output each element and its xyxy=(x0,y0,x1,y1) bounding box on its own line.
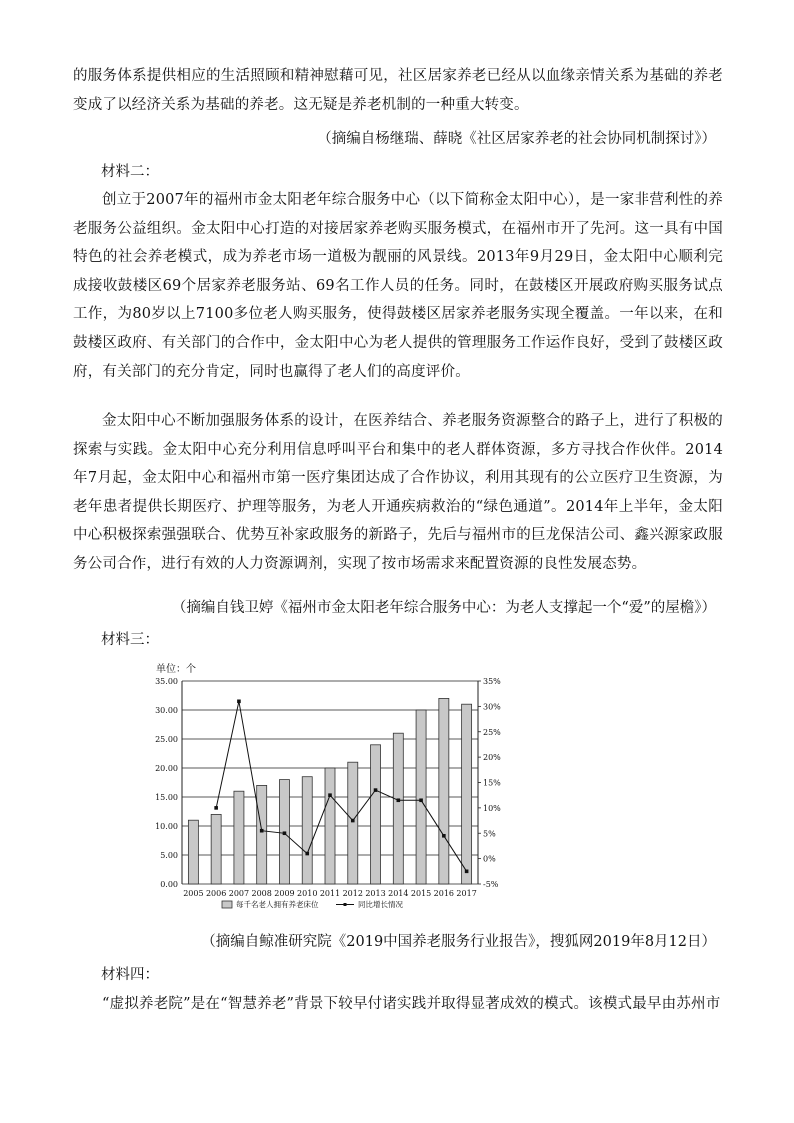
chart-bar xyxy=(371,745,381,884)
left-axis-tick-label: 35.00 xyxy=(155,677,178,686)
material-3-heading: 材料三： xyxy=(101,632,159,648)
growth-point xyxy=(260,829,264,833)
chart-bar xyxy=(462,704,472,884)
right-axis-tick-label: 15% xyxy=(483,778,501,788)
chart-svg xyxy=(140,659,510,921)
x-axis-tick-label: 2006 xyxy=(205,889,227,898)
right-axis-tick-label: 0% xyxy=(483,854,496,864)
material-4-heading: 材料四： xyxy=(101,967,159,983)
source-citation-2: （摘编自钱卫婷《福州市金太阳老年综合服务中心：为老人支撑起一个“爱”的屋檐》） xyxy=(171,600,716,616)
chart-bar xyxy=(257,785,267,884)
intro-paragraph: 的服务体系提供相应的生活照顾和精神慰藉可见，社区居家养老已经从以血缘亲情关系为基础的养老变成了以经济关系为基础的养老。这无疑是养老机制的一种重大转变。 xyxy=(73,68,723,113)
growth-point xyxy=(442,834,446,838)
growth-point xyxy=(397,798,401,802)
right-axis-tick-label: 20% xyxy=(483,753,501,763)
right-axis-tick-label: 35% xyxy=(483,677,501,686)
growth-point xyxy=(214,806,218,810)
left-axis-tick-label: 25.00 xyxy=(155,735,178,744)
x-axis-tick-label: 2014 xyxy=(388,889,409,898)
chart-bar xyxy=(302,777,312,884)
x-axis-tick-label: 2008 xyxy=(251,889,272,898)
x-axis-tick-label: 2005 xyxy=(183,889,204,898)
chart-bar xyxy=(439,698,449,884)
legend-line-label: 同比增长情况 xyxy=(358,900,403,909)
right-axis-tick-label: -5% xyxy=(483,880,499,889)
growth-point xyxy=(237,700,241,704)
growth-point xyxy=(419,798,423,802)
right-axis-tick-label: 10% xyxy=(483,803,501,813)
chart-bar xyxy=(393,733,403,884)
legend-line-marker xyxy=(344,903,347,906)
left-axis-tick-label: 30.00 xyxy=(155,706,178,715)
right-axis-tick-label: 5% xyxy=(483,829,496,839)
chart-bar xyxy=(416,710,426,884)
chart-unit-label: 单位：个 xyxy=(156,664,196,675)
right-axis-tick-label: 30% xyxy=(483,702,501,712)
x-axis-tick-label: 2011 xyxy=(319,889,341,898)
left-axis-tick-label: 20.00 xyxy=(155,764,178,773)
growth-line xyxy=(216,701,466,871)
right-axis-tick-label: 25% xyxy=(483,727,501,737)
source-citation-3: （摘编自鲸准研究院《2019中国养老服务行业报告》，搜狐网2019年8月12日） xyxy=(201,934,716,950)
x-axis-tick-label: 2016 xyxy=(433,889,455,898)
left-axis-tick-label: 10.00 xyxy=(155,822,178,831)
x-axis-tick-label: 2015 xyxy=(410,889,432,898)
material-2-paragraph-2: 金太阳中心不断加强服务体系的设计，在医养结合、养老服务资源整合的路子上，进行了积极的探索与实践。金太阳中心充分利用信息呼叫平台和集中的老人群体资源，多方寻找合作伙伴。2014年7月起，金太阳中心和福州市第一医疗集团达成了合作协议，利用其现有的公立医疗卫生资源，为老年患者提供长期医疗、护理等服务，为老人开通疾病救治的“绿色通道”。2014年上半年，金太阳中心积极探索强强联合、优势互补家政服务的新路子，先后与福州市的巨龙保洁公司、鑫兴源家政服务公司合作，进行有效的人力资源调剂，实现了按市场需求来配置资源的良性发展态势。 xyxy=(73,413,723,572)
bed-count-chart xyxy=(140,659,510,921)
material-2-heading: 材料二： xyxy=(101,164,159,180)
growth-point xyxy=(374,788,378,792)
growth-point xyxy=(351,819,355,823)
growth-point xyxy=(328,793,332,797)
x-axis-tick-label: 2009 xyxy=(274,889,295,898)
growth-point xyxy=(283,831,287,835)
chart-bar xyxy=(211,814,221,884)
x-axis-tick-label: 2013 xyxy=(365,889,386,898)
chart-bar xyxy=(188,820,198,884)
left-axis-tick-label: 0.00 xyxy=(160,880,178,889)
left-axis-tick-label: 5.00 xyxy=(160,851,178,860)
x-axis-tick-label: 2012 xyxy=(342,889,363,898)
source-citation-1: （摘编自杨继瑞、薛晓《社区居家养老的社会协同机制探讨》） xyxy=(317,131,716,147)
growth-point xyxy=(465,870,469,874)
legend-bar-swatch xyxy=(222,901,232,908)
legend-bar-label: 每千名老人拥有养老床位 xyxy=(236,900,319,909)
material-4-paragraph-1: “虚拟养老院”是在“智慧养老”背景下较早付诸实践并取得显著成效的模式。该模式最早由苏州市 xyxy=(102,996,721,1012)
chart-bar xyxy=(234,791,244,884)
left-axis-tick-label: 15.00 xyxy=(155,793,178,802)
x-axis-tick-label: 2017 xyxy=(456,889,477,898)
chart-bar xyxy=(348,762,358,884)
x-axis-tick-label: 2007 xyxy=(228,889,250,898)
material-2-paragraph-1: 创立于2007年的福州市金太阳老年综合服务中心（以下简称金太阳中心），是一家非营利性的养老服务公益组织。金太阳中心打造的对接居家养老购买服务模式，在福州市开了先河。这一具有中国特色的社会养老模式，成为养老市场一道极为靓丽的风景线。2013年9月29日，金太阳中心顺利完成接收鼓楼区69个居家养老服务站、69名工作人员的任务。同时，在鼓楼区开展政府购买服务试点工作，为80岁以上7100多位老人购买服务，使得鼓楼区居家养老服务实现全覆盖。一年以来，在和鼓楼区政府、有关部门的合作中，金太阳中心为老人提供的管理服务工作运作良好，受到了鼓楼区政府，有关部门的充分肯定，同时也赢得了老人们的高度评价。 xyxy=(73,192,723,380)
chart-bar xyxy=(325,768,335,884)
growth-point xyxy=(305,852,309,856)
x-axis-tick-label: 2010 xyxy=(297,889,318,898)
